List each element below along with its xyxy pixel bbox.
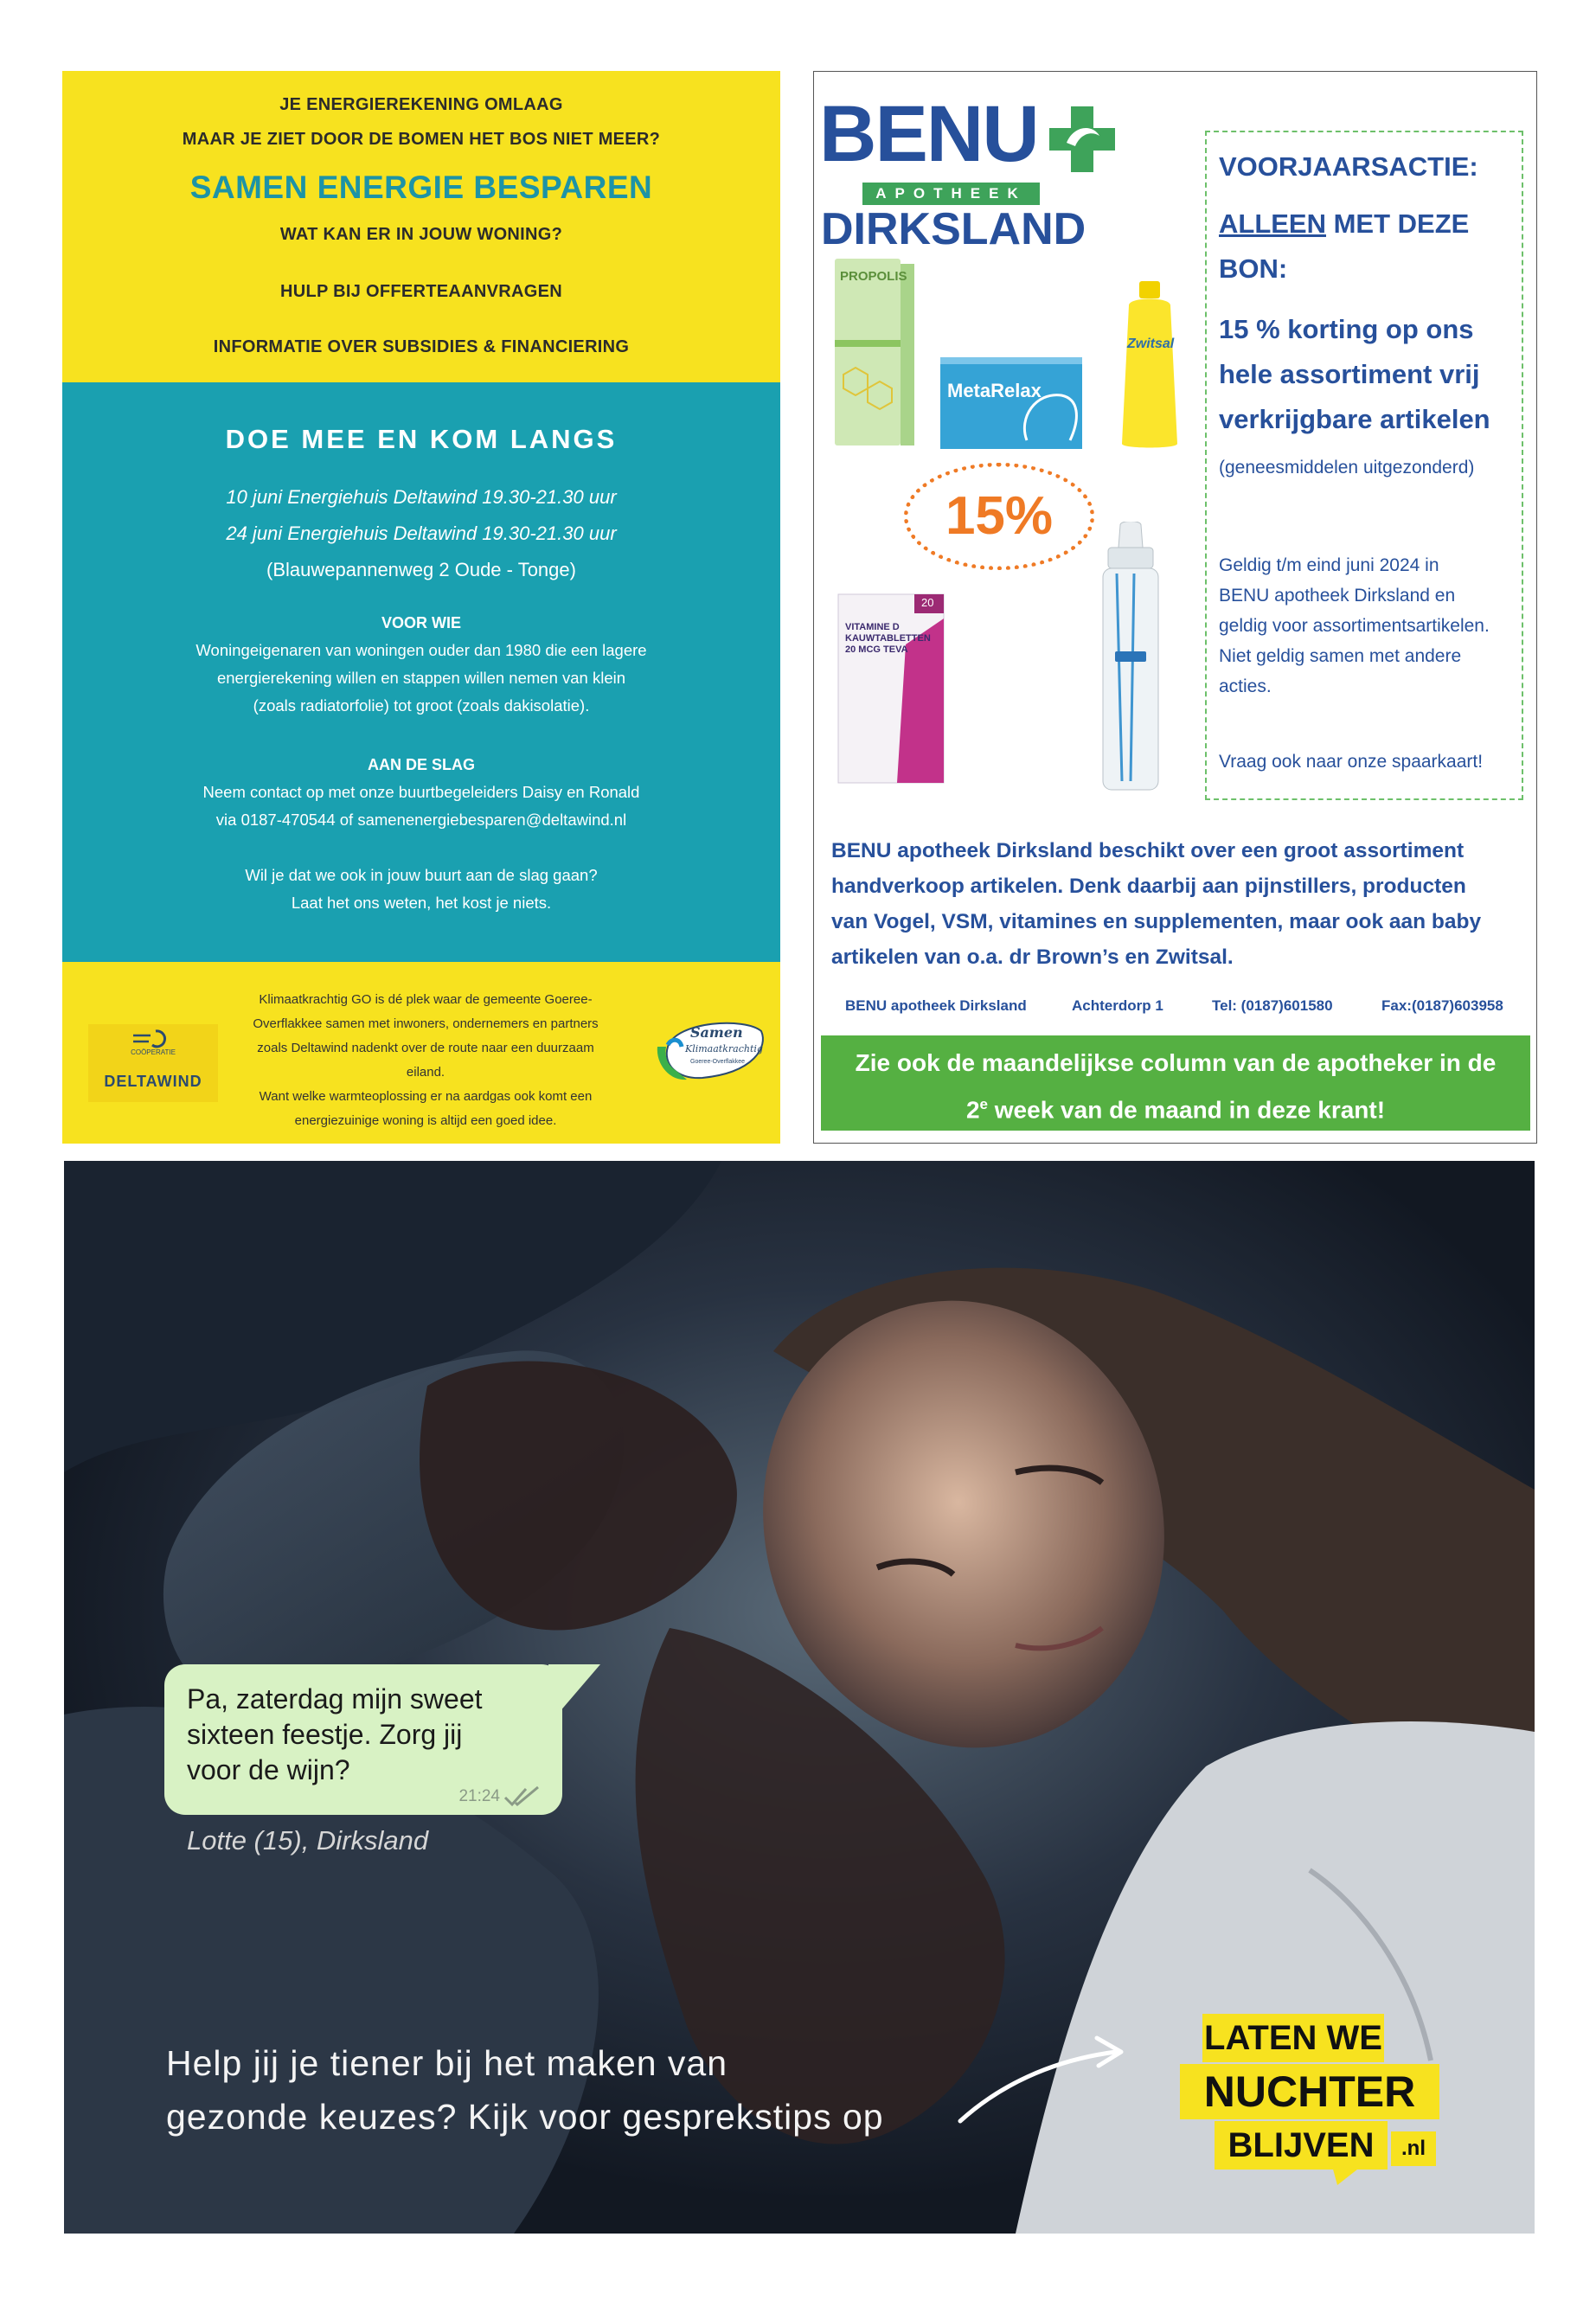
promo-exclusion: (geneesmiddelen uitgezonderd) (1219, 458, 1475, 478)
energy-closing-text: Wil je dat we ook in jouw buurt aan de slag gaan? Laat het ons weten, het kost je niets. (245, 866, 598, 912)
pharmacy-cross-icon (1048, 105, 1117, 174)
zwitsal-label: Zwitsal (1127, 336, 1175, 351)
propolis-label: PROPOLIS (840, 269, 907, 284)
deltawind-name: DELTAWIND (104, 1073, 202, 1090)
energy-line-2: MAAR JE ZIET DOOR DE BOMEN HET BOS NIET MEER? (182, 130, 661, 149)
energy-cta: DOE MEE EN KOM LANGS (225, 424, 618, 454)
energy-top-panel (62, 71, 780, 382)
logo-line-3: BLIJVEN (1215, 2121, 1388, 2170)
logo-line-1: LATEN WE (1202, 2014, 1384, 2062)
skk-line-2: Klimaatkrachtig (685, 1043, 763, 1054)
campaign-photo-advert (64, 1161, 1535, 2234)
bubble-tail-icon (548, 1664, 600, 1725)
vitamin-d-label: VITAMINE D KAUWTABLETTEN 20 MCG TEVA (845, 622, 931, 655)
samen-klimaatkrachtig-logo (651, 1012, 772, 1090)
address-phone: Tel: (0187)601580 (1212, 997, 1333, 1014)
energy-who-title: VOOR WIE (381, 614, 461, 631)
curved-arrow-icon (955, 2026, 1137, 2130)
promo-coupon-box (1205, 131, 1523, 800)
promo-condition: ALLEEN MET DEZE (1219, 208, 1470, 239)
deltawind-mark-icon (131, 1028, 175, 1050)
chat-message-text: Pa, zaterdag mijn sweet sixteen feestje. Zorg jij voor de wijn? (187, 1683, 483, 1785)
energy-date-1: 10 juni Energiehuis Deltawind 19.30-21.30 uur (226, 486, 617, 508)
promo-savings-card: Vraag ook naar onze spaarkaart! (1219, 752, 1484, 772)
energy-who-text: Woningeigenaren van woningen ouder dan 1980 die een lagere energierekening willen en stappen willen nemen van klein (zoals radiatorfolie) tot groot (zoals dakisolatie). (195, 641, 647, 715)
benu-logo-name: BENU (819, 90, 1038, 178)
chat-message-bubble (164, 1664, 562, 1815)
baby-bottle-image (1087, 522, 1174, 795)
address-street: Achterdorp 1 (1072, 997, 1163, 1014)
deltawind-logo (88, 1024, 218, 1102)
message-signature: Lotte (15), Dirksland (187, 1825, 429, 1856)
baby-bottle-icon (1087, 522, 1174, 795)
benu-advert (813, 71, 1537, 1144)
energy-line-4: HULP BIJ OFFERTEAANVRAGEN (279, 282, 563, 301)
metarelax-box-icon (940, 357, 1089, 452)
energy-start-title: AAN DE SLAG (367, 756, 475, 773)
metarelax-label: MetaRelax (947, 380, 1042, 401)
benu-description: BENU apotheek Dirksland beschikt over een groot assortiment handverkoop artikelen. Denk daarbij aan pijnstillers, producten van Vogel, VSM, vitamines en supplementen, maar ook aan baby artikelen van o.a. dr Brown’s en Zwitsal. (831, 839, 1482, 969)
column-banner: Zie ook de maandelijkse column van de apotheker in de 2e week van de maand in deze krant! (821, 1035, 1530, 1131)
laten-we-nuchter-blijven-logo (1180, 2014, 1439, 2187)
energy-line-5: INFORMATIE OVER SUBSIDIES & FINANCIERING (213, 337, 630, 356)
energy-footer-panel (62, 962, 780, 1144)
promo-condition-2: BON: (1219, 253, 1288, 284)
address-name: BENU apotheek Dirksland (845, 997, 1027, 1014)
energy-advert (62, 71, 780, 1144)
campaign-help-text: Help jij je tiener bij het maken van gezonde keuzes? Kijk voor gesprekstips op (166, 2043, 884, 2137)
deltawind-small: COÖPERATIE (131, 1048, 176, 1056)
benu-logo (819, 89, 1113, 262)
column-banner-line-2: 2e week van de maand in deze krant! (965, 1096, 1386, 1124)
energy-line-1: JE ENERGIEREKENING OMLAAG (279, 95, 563, 114)
zwitsal-bottle-icon (1117, 279, 1186, 452)
energy-footer-text: Klimaatkrachtig GO is dé plek waar de gemeente Goeree- Overflakkee samen met inwoners, ondernemers en partners zoals Deltawind nadenkt over de route naar een duurzaam eiland. Want welke warmteoplossing er na aardgas ook komt een energiezuinige woning is altijd een goed idee. (253, 992, 599, 1128)
promo-validity: Geldig t/m eind juni 2024 in BENU apotheek Dirksland en geldig voor assortimentsartikelen. Niet geldig samen met andere acties. (1219, 555, 1490, 696)
vitamin-d-product-image (836, 593, 945, 785)
discount-percent-badge: 15% (904, 463, 1094, 570)
skk-line-3: Goeree-Overflakkee (690, 1059, 746, 1065)
logo-speech-tail-icon (1332, 2166, 1367, 2187)
promo-discount: 15 % korting op ons hele assortiment vrij verkrijgbare artikelen (1219, 314, 1490, 434)
metarelax-product-image (940, 357, 1089, 452)
energy-location: (Blauwepannenweg 2 Oude - Tonge) (266, 559, 576, 580)
logo-line-2: NUCHTER (1180, 2064, 1439, 2119)
propolis-product-image (828, 253, 923, 452)
energy-date-2: 24 juni Energiehuis Deltawind 19.30-21.30 uur (226, 522, 617, 544)
logo-tld: .nl (1391, 2131, 1436, 2166)
chat-message-time: 21:24 (458, 1787, 500, 1805)
energy-info-panel (62, 382, 780, 962)
vitamin-d-count: 20 (921, 596, 934, 609)
zwitsal-product-image (1117, 279, 1186, 452)
promo-title: VOORJAARSACTIE: (1219, 151, 1478, 182)
benu-logo-dirksland: DIRKSLAND (821, 204, 1086, 254)
energy-headline: SAMEN ENERGIE BESPAREN (189, 170, 653, 205)
benu-logo-apotheek: APOTHEEK (862, 183, 1040, 205)
energy-line-3: WAT KAN ER IN JOUW WONING? (279, 225, 563, 244)
energy-start-text: Neem contact op met onze buurtbegeleiders Daisy en Ronald via 0187-470544 of samenenergiebesparen@deltawind.nl (202, 783, 640, 829)
skk-line-1: Samen (690, 1024, 743, 1041)
read-ticks-icon (503, 1785, 543, 1808)
address-fax: Fax:(0187)603958 (1381, 997, 1503, 1014)
